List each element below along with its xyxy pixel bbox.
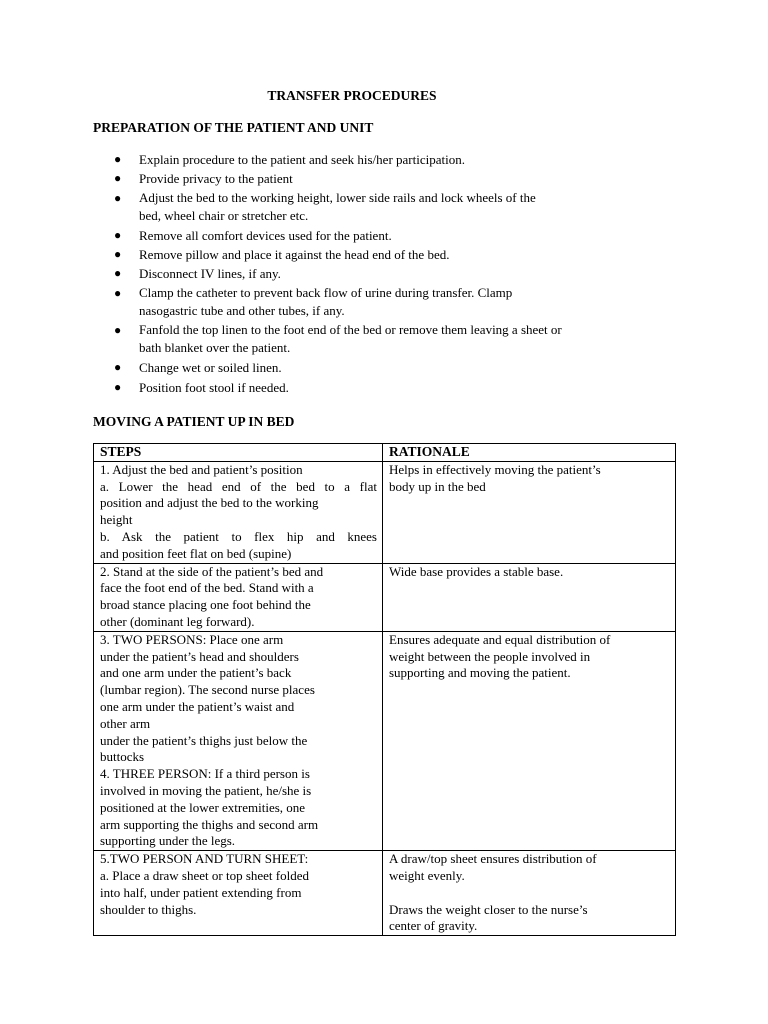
bullet-icon: ●	[114, 379, 122, 394]
steps-cell: 5.TWO PERSON AND TURN SHEET: a. Place a draw sheet or top sheet folded into half, under patient extending from shoulder to thighs.	[94, 851, 383, 936]
steps-cell: 2. Stand at the side of the patient’s bed and face the foot end of the bed. Stand with a broad stance placing one foot behind the other (dominant leg forward).	[94, 563, 383, 631]
bullet-icon: ●	[114, 227, 122, 242]
column-header-steps: STEPS	[94, 444, 383, 462]
list-item: ● Fanfold the top linen to the foot end of the bed or remove them leaving a sheet or bath blanket over the patient.	[114, 322, 562, 356]
list-item: ● Remove pillow and place it against the head end of the bed.	[0, 245, 680, 264]
preparation-heading: PREPARATION OF THE PATIENT AND UNIT	[93, 120, 374, 135]
table-row	[94, 461, 676, 563]
bullet-icon: ●	[114, 247, 122, 262]
table-row	[94, 631, 676, 850]
steps-cell: 1. Adjust the bed and patient’s position a. Lower the head end of the bed to a flat position and adjust the bed to the working height b. Ask the patient to flex hip and knees and position feet flat on bed (supine)	[94, 461, 383, 563]
preparation-list	[0, 150, 680, 397]
moving-heading: MOVING A PATIENT UP IN BED	[93, 414, 295, 429]
rationale-cell: Helps in effectively moving the patient’s body up in the bed	[383, 461, 676, 563]
procedure-table	[93, 443, 676, 936]
list-item: ● Adjust the bed to the working height, lower side rails and lock wheels of the bed, wheel chair or stretcher etc.	[114, 189, 536, 223]
bullet-icon: ●	[114, 152, 122, 166]
list-item: ● Change wet or soiled linen.	[0, 358, 680, 377]
list-item: ● Disconnect IV lines, if any.	[0, 264, 680, 283]
bullet-icon: ●	[114, 190, 122, 205]
list-item: ● Provide privacy to the patient	[0, 169, 680, 188]
list-item: ● Position foot stool if needed.	[0, 378, 680, 397]
table-header-row	[94, 444, 676, 462]
rationale-cell: Wide base provides a stable base.	[383, 563, 676, 631]
document-title: TRANSFER PROCEDURES	[267, 88, 437, 103]
bullet-icon: ●	[114, 323, 122, 338]
bullet-icon: ●	[114, 266, 122, 281]
table-row	[94, 563, 676, 631]
bullet-icon: ●	[114, 360, 122, 375]
bullet-icon: ●	[114, 171, 122, 186]
table-row	[94, 851, 676, 936]
list-item: ● Remove all comfort devices used for the patient.	[0, 226, 680, 245]
rationale-cell: A draw/top sheet ensures distribution of weight evenly. Draws the weight closer to the nurse’s center of gravity.	[383, 851, 676, 936]
steps-cell: 3. TWO PERSONS: Place one arm under the patient’s head and shoulders and one arm under the patient’s back (lumbar region). The second nurse places one arm under the patient’s waist and other arm under the patient’s thighs just below the buttocks 4. THREE PERSON: If a third person is involved in moving the patient, he/she is positioned at the lower extremities, one arm supporting the thighs and second arm supporting under the legs.	[94, 631, 383, 850]
column-header-rationale: RATIONALE	[383, 444, 676, 462]
list-item: ● Clamp the catheter to prevent back flow of urine during transfer. Clamp nasogastric tube and other tubes, if any.	[114, 284, 513, 318]
bullet-icon: ●	[114, 285, 122, 300]
rationale-cell: Ensures adequate and equal distribution of weight between the people involved in supporting and moving the patient.	[383, 631, 676, 850]
list-item: ● Explain procedure to the patient and seek his/her participation.	[0, 150, 680, 169]
